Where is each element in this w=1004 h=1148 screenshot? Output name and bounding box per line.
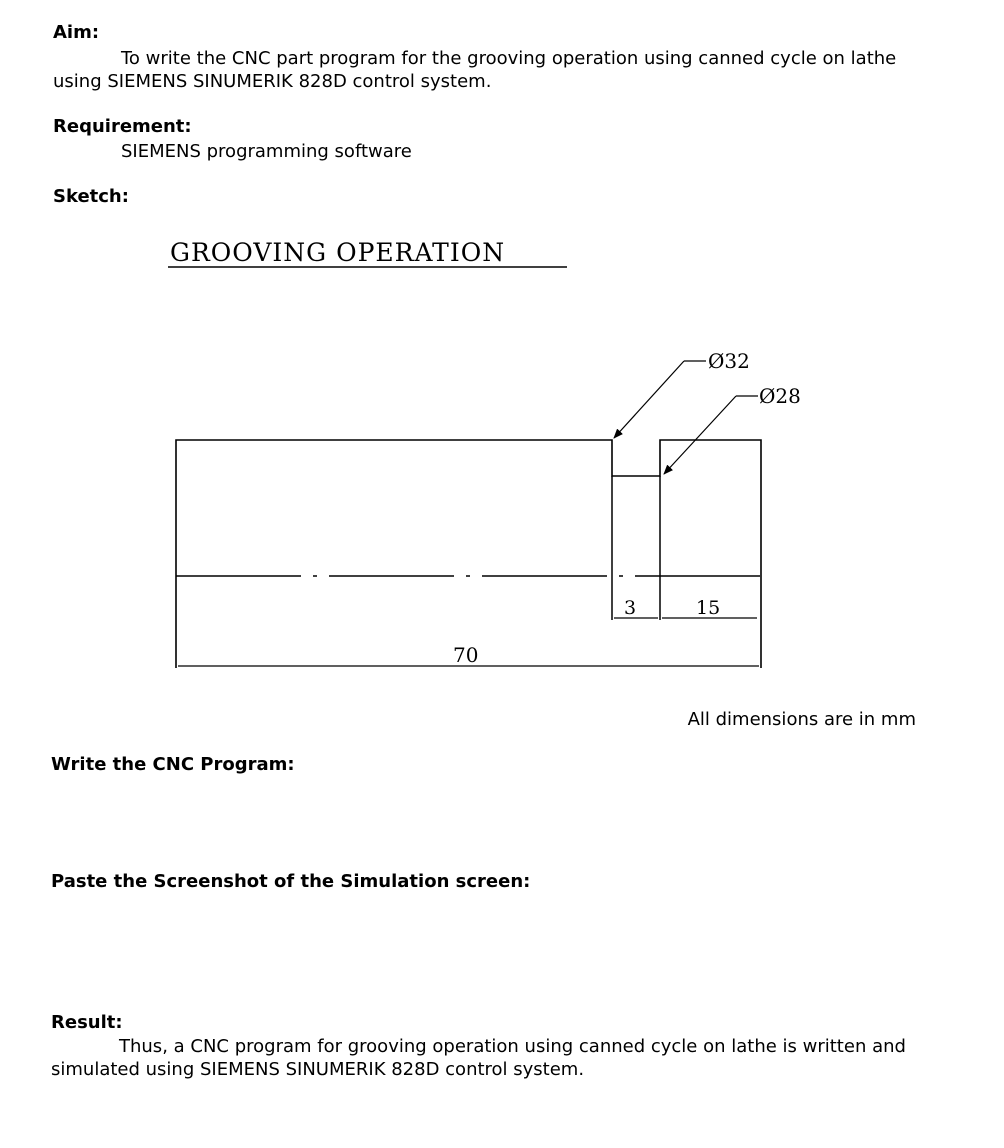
result-heading: Result: — [51, 1012, 123, 1033]
dim-total-length: 70 — [453, 643, 479, 667]
requirement-heading: Requirement: — [53, 116, 192, 137]
result-text: Thus, a CNC program for grooving operation using canned cycle on lathe is written and simulated using SIEMENS SINUMERIK 828D control system. — [51, 1036, 906, 1080]
simulation-heading: Paste the Screenshot of the Simulation screen: — [51, 871, 531, 892]
dim-outer-diameter: Ø32 — [708, 349, 750, 373]
aim-heading: Aim: — [53, 22, 100, 43]
dimensions-note: All dimensions are in mm — [687, 709, 916, 730]
dim-groove-width: 3 — [624, 597, 637, 619]
leader-groove-diameter — [664, 396, 736, 474]
drawing-title: GROOVING OPERATION — [170, 238, 506, 267]
part-outline — [176, 440, 761, 668]
dim-end-length: 15 — [696, 597, 721, 619]
dim-groove-diameter: Ø28 — [759, 384, 801, 408]
aim-text: To write the CNC part program for the grooving operation using canned cycle on lathe using SIEMENS SINUMERIK 828D control system. — [53, 48, 897, 92]
leader-outer-diameter — [614, 361, 684, 438]
requirement-text: SIEMENS programming software — [121, 141, 412, 162]
program-heading: Write the CNC Program: — [51, 754, 295, 775]
sketch-heading: Sketch: — [53, 186, 129, 207]
